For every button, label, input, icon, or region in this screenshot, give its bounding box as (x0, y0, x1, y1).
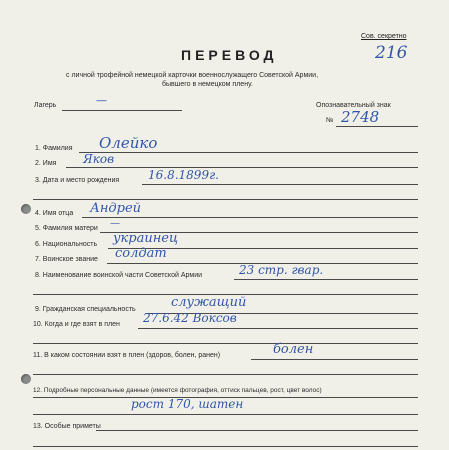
field-value-father: Андрей (90, 201, 142, 216)
field-line-surname (79, 152, 418, 153)
id-number-underline (336, 126, 418, 127)
classification-stamp: Сов. секретно (361, 33, 407, 40)
field-value-birth: 16.8.1899г. (148, 168, 219, 182)
camp-underline (62, 110, 182, 111)
punch-hole-bottom (21, 374, 31, 384)
field-line-birth (142, 184, 418, 185)
field-line-personal-data-2 (33, 414, 418, 415)
field-value-nationality: украинец (113, 231, 179, 246)
field-label-birth: 3. Дата и место рождения (35, 177, 120, 184)
field-value-surname: Олейко (99, 134, 158, 152)
field-label-profession: 9. Гражданская специальность (35, 306, 136, 313)
handwritten-file-number: 216 (375, 43, 408, 63)
blank-line-5 (33, 446, 418, 447)
field-line-condition (251, 359, 418, 360)
field-line-name (66, 167, 418, 168)
field-value-condition: болен (273, 342, 314, 357)
field-value-unit: 23 стр. гвар. (239, 263, 324, 277)
id-number-value: 2748 (341, 108, 380, 126)
subtitle-line-1: с личной трофейной немецкой карточки военнослужащего Советской Армии, (66, 72, 319, 79)
id-number-sign: № (326, 117, 334, 124)
subtitle-line-2: бывшего в немецком плену. (162, 81, 253, 88)
field-value-personal-data: рост 170, шатен (131, 397, 244, 411)
field-line-captured (138, 328, 418, 329)
blank-line-1 (33, 199, 418, 200)
field-label-condition: 11. В каком состоянии взят в плен (здоров, болен, ранен) (33, 352, 221, 359)
blank-line-4 (33, 374, 418, 375)
field-value-name: Яков (83, 152, 115, 166)
field-label-surname: 1. Фамилия (35, 145, 73, 152)
field-label-mother: 5. Фамилия матери (35, 225, 98, 232)
page-title: ПЕРЕВОД (181, 47, 278, 63)
field-label-rank: 7. Воинское звание (35, 256, 98, 263)
field-label-personal-data: 12. Подробные персональные данные (имеется фотография, оттиск пальцев, рост, цвет волос) (33, 387, 322, 394)
field-value-captured: 27.6.42 Воксов (143, 311, 237, 325)
camp-value: — (96, 94, 107, 107)
field-label-name: 2. Имя (35, 160, 57, 167)
field-label-nationality: 6. Национальность (35, 241, 98, 248)
field-value-mother: — (110, 218, 120, 229)
field-value-profession: служащий (171, 295, 247, 310)
blank-line-3 (33, 343, 418, 344)
field-label-captured: 10. Когда и где взят в плен (33, 321, 120, 328)
punch-hole-top (21, 204, 31, 214)
id-mark-label: Опознавательный знак (316, 102, 391, 109)
field-line-features (96, 430, 418, 431)
field-label-father: 4. Имя отца (35, 210, 74, 217)
field-label-unit: 8. Наименование воинской части Советской Армии (35, 272, 203, 279)
camp-label: Лагерь (34, 102, 57, 109)
field-label-features: 13. Особые приметы (33, 423, 101, 430)
field-value-rank: солдат (115, 246, 167, 261)
field-line-unit (234, 279, 418, 280)
field-line-father (82, 217, 418, 218)
